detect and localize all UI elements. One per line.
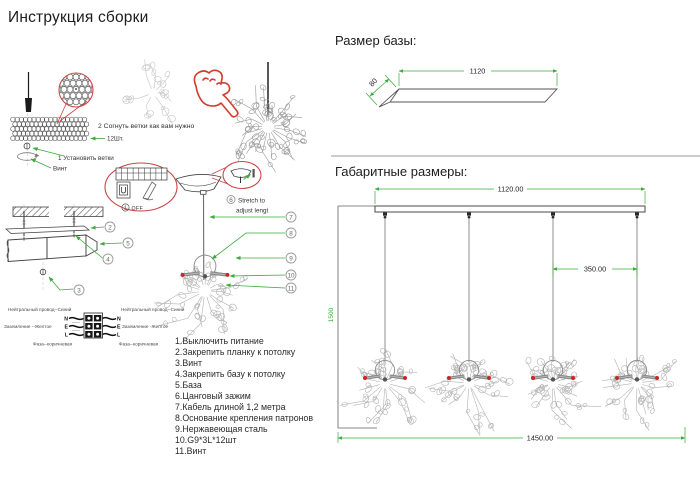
svg-text:11: 11 [287,285,295,293]
adjuster-pin [253,169,255,178]
switch-box [117,182,130,198]
mounting-plank [6,226,89,234]
callout-3 [74,285,84,295]
crystal-band-assembly [11,72,195,173]
callout-11 [286,283,296,293]
list-item: 4.Закрепить базу к потолку [175,368,286,379]
terminal-strip [116,168,167,180]
ceiling-canopy [176,174,221,191]
list-item: 5.База [175,379,202,390]
screw-leader-arrow [31,159,51,168]
svg-text:L: L [117,332,121,339]
off-label: OFF [131,206,144,212]
svg-text:1: 1 [123,204,128,212]
wire-label-ground-left: Заземление --Желтое [4,324,52,329]
svg-text:E: E [117,324,121,331]
chandelier-cluster [425,354,514,436]
base-depth-dim: 80 [367,76,380,89]
bar-width-dim: 1120.00 [497,184,524,194]
screw-label: Винт [53,165,68,173]
list-item: 2.Закрепить планку к потолку [175,346,296,357]
chandelier-top-view [231,62,307,173]
page-title: Инструкция сборки [8,9,149,26]
list-item: 6.Цанговый зажим [175,390,251,401]
stretch-detail-magnifier [212,162,261,189]
wire-label-ground-right: Заземление -Желтое [122,324,169,329]
svg-text:N: N [64,316,68,323]
list-item: 11.Винт [175,445,207,456]
callout-6 [227,196,235,204]
chandelier-cluster [231,84,307,173]
chandelier-cluster [525,355,601,428]
overall-size-heading: Габаритные размеры: [335,164,468,179]
hangers-and-rods [383,213,639,363]
stretch-label-1: Stretch to [238,197,265,205]
base-size-drawing [366,67,557,108]
wire-plug [25,98,32,112]
base-size-heading: Размер базы: [335,33,417,48]
svg-text:5: 5 [126,240,130,248]
total-width-dim: 1450.00 [526,433,554,443]
magnifier-detail [55,73,97,124]
wire-label-phase-left: Фаза--коричневая [33,341,73,347]
callout-5 [123,238,133,248]
callout-7 [286,212,296,222]
branch-sketch [122,59,176,124]
chandelier-cluster [154,255,248,345]
pointing-hand-icon [194,70,237,116]
parts-list [175,336,313,456]
overall-dimensions-drawing [328,185,685,444]
list-item: 10.G9*3L*12шт [175,434,237,445]
cable-gland [201,191,207,195]
svg-text:3: 3 [77,287,81,295]
stretch-label-2: adjust lengt [236,207,269,215]
callout-10 [286,270,296,280]
chandelier-cluster [602,355,677,431]
spacing-dim: 350.00 [583,264,607,274]
callout-2 [105,222,115,232]
power-off-detail [105,163,177,212]
svg-text:8: 8 [289,230,293,238]
overall-height-dim: 1500 [328,307,335,323]
svg-text:4: 4 [106,256,110,264]
chandelier-cluster [340,348,425,426]
svg-text:N: N [117,316,121,323]
svg-text:2: 2 [108,224,112,232]
svg-text:7: 7 [289,214,293,222]
wire-label-neutral-left: Нейтральный провод--Синий [8,307,72,312]
step1-label: 1 Установить ветки [58,155,114,162]
base-screw [40,262,46,290]
base-width-dim: 1120 [469,66,486,76]
step2-label: 2 Согнуть ветки как вам нужно [98,123,195,130]
base-bar-3d [379,89,557,107]
svg-text:E: E [64,324,68,331]
list-item: 3.Винт [175,357,203,368]
svg-text:6: 6 [229,196,233,204]
wire-label-neutral-right: Нейтральный провод--Синий [121,307,185,312]
svg-text:10: 10 [287,272,295,280]
list-item: 7.Кабель длиной 1,2 метра [175,401,286,412]
svg-text:L: L [64,332,68,339]
crystal-band [11,117,89,140]
terminal-block [84,313,103,338]
callout-4 [103,254,113,264]
list-item: 8.Основание крепления патронов [175,412,314,423]
list-item: 1.Выключить питание [175,336,264,346]
base-mounting-assembly [6,204,133,295]
wire-label-phase-right: Фаза--коричневая [119,341,159,347]
callout-9 [286,253,296,263]
base-box [7,234,97,262]
qty-label: 12Шт. [107,135,124,143]
list-item: 9.Нержавеющая сталь [175,423,268,434]
set-screw [18,143,40,160]
wiring-diagram [4,306,185,347]
ceiling-bar [375,206,645,212]
callout-8 [286,228,296,238]
svg-text:9: 9 [289,255,293,263]
